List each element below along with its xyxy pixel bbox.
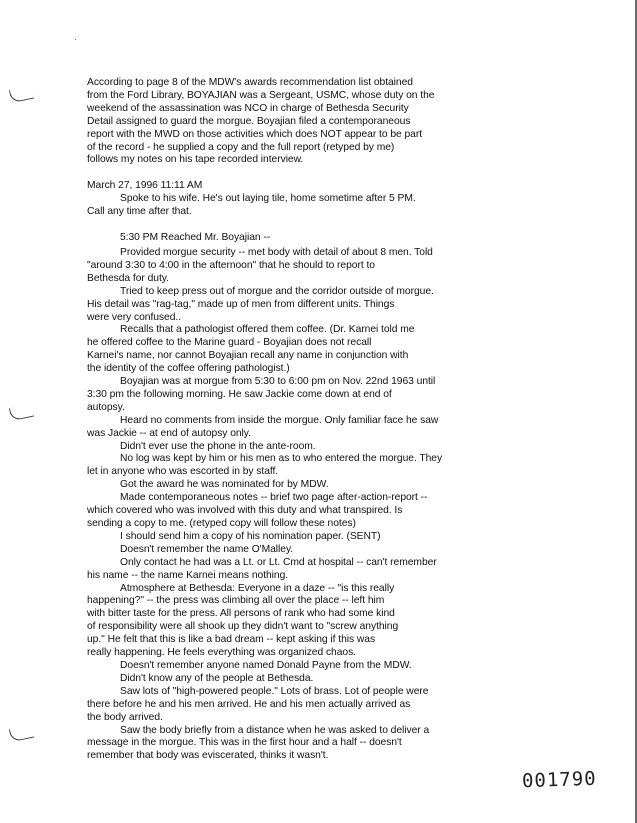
- text-line: Didn't know any of the people at Bethesda.: [120, 672, 314, 684]
- text-line: According to page 8 of the MDW's awards recommendation list obtained: [87, 77, 413, 88]
- text-line: up." He felt that this is like a bad dream -- kept asking if this was: [87, 634, 376, 646]
- text-line: Recalls that a pathologist offered them coffee. (Dr. Karnei told me: [120, 324, 415, 336]
- text-line: his name -- the name Karnei means nothing.: [87, 569, 289, 581]
- text-line: Saw lots of "high-powered people." Lots of brass. Lot of people were: [120, 685, 429, 697]
- text-line: I should send him a copy of his nomination paper. (SENT): [120, 530, 381, 542]
- reached-line: 5:30 PM Reached Mr. Boyajian --: [120, 232, 271, 244]
- text-line: No log was kept by him or his men as to who entered the morgue. They: [120, 453, 443, 465]
- text-line: Boyajian was at morgue from 5:30 to 6:00 pm on Nov. 22nd 1963 until: [120, 376, 436, 388]
- text-line: the identity of the coffee offering pathologist.): [87, 363, 290, 375]
- text-line: Karnei's name, nor cannot Boyajian recall any name in conjunction with: [87, 350, 409, 362]
- text-line: report with the MWD on those activities which does NOT appear to be part: [87, 128, 423, 140]
- text-line: Bethesda for duty.: [87, 272, 169, 284]
- text-line: Doesn't remember anyone named Donald Payne from the MDW.: [120, 659, 412, 671]
- text-line: the body arrived.: [87, 711, 163, 723]
- document-body: [87, 77, 557, 763]
- text-line: were very confused..: [87, 311, 182, 323]
- first-call-notes: [87, 193, 557, 219]
- document-number: 001790: [521, 767, 598, 793]
- date-line: March 27, 1996 11:11 AM: [87, 180, 203, 192]
- text-line: sending a copy to me. (retyped copy will follow these notes): [87, 518, 356, 529]
- text-line: of the record - he supplied a copy and the full report (retyped by me): [87, 141, 395, 153]
- text-line: with bitter taste for the press. All persons of rank who had some kind: [87, 608, 395, 620]
- text-line: which covered who was involved with this duty and what transpired. Is: [87, 505, 403, 517]
- text-line: he offered coffee to the Marine guard - Boyajian does not recall: [87, 337, 372, 349]
- interview-notes: [87, 247, 557, 763]
- text-line: Heard no comments from inside the morgue. Only familiar face he saw: [120, 414, 439, 426]
- text-line: weekend of the assassination was NCO in charge of Bethesda Security: [87, 102, 409, 114]
- text-line: Call any time after that.: [87, 206, 192, 218]
- text-line: His detail was "rag-tag," made up of men from different units. Things: [87, 298, 395, 310]
- text-line: Atmosphere at Bethesda: Everyone in a daze -- "is this really: [120, 582, 395, 594]
- text-line: Only contact he had was a Lt. or Lt. Cmd at hospital -- can't remember: [120, 556, 437, 568]
- text-line: from the Ford Library, BOYAJIAN was a Sergeant, USMC, whose duty on the: [87, 89, 435, 101]
- scan-speck: ·: [74, 34, 77, 44]
- text-line: really happening. He feels everything was organized chaos.: [87, 647, 356, 659]
- text-line: Provided morgue security -- met body with detail of about 8 men. Told: [120, 246, 433, 258]
- text-line: was Jackie -- at end of autopsy only.: [87, 427, 251, 439]
- text-line: Made contemporaneous notes -- brief two page after-action-report --: [120, 492, 428, 504]
- text-line: there before he and his men arrived. He and his men actually arrived as: [87, 698, 411, 710]
- text-line: Saw the body briefly from a distance when he was asked to deliver a: [120, 724, 430, 736]
- text-line: Spoke to his wife. He's out laying tile, home sometime after 5 PM.: [120, 193, 416, 205]
- text-line: let in anyone who was escorted in by staff.: [87, 466, 279, 478]
- text-line: remember that body was eviscerated, thinks it wasn't.: [87, 750, 329, 762]
- text-line: 3:30 pm the following morning. He saw Jackie come down at end of: [87, 388, 392, 400]
- text-line: follows my notes on his tape recorded interview.: [87, 154, 304, 166]
- text-line: Detail assigned to guard the morgue. Boyajian filed a contemporaneous: [87, 115, 411, 127]
- text-line: Doesn't remember the name O'Malley.: [120, 543, 294, 555]
- text-line: Got the award he was nominated for by MDW.: [120, 479, 329, 491]
- text-line: happening?" -- the press was climbing all over the place -- left him: [87, 595, 385, 607]
- text-line: message in the morgue. This was in the first hour and a half -- doesn't: [87, 737, 402, 749]
- text-line: "around 3:30 to 4:00 in the afternoon" that he should to report to: [87, 259, 375, 271]
- intro-paragraph: [87, 77, 557, 167]
- text-line: Tried to keep press out of morgue and the corridor outside of morgue.: [120, 285, 434, 297]
- text-line: autopsy.: [87, 401, 125, 413]
- text-line: of responsibility were all shook up they didn't want to "screw anything: [87, 621, 399, 633]
- text-line: Didn't ever use the phone in the ante-room.: [120, 440, 316, 452]
